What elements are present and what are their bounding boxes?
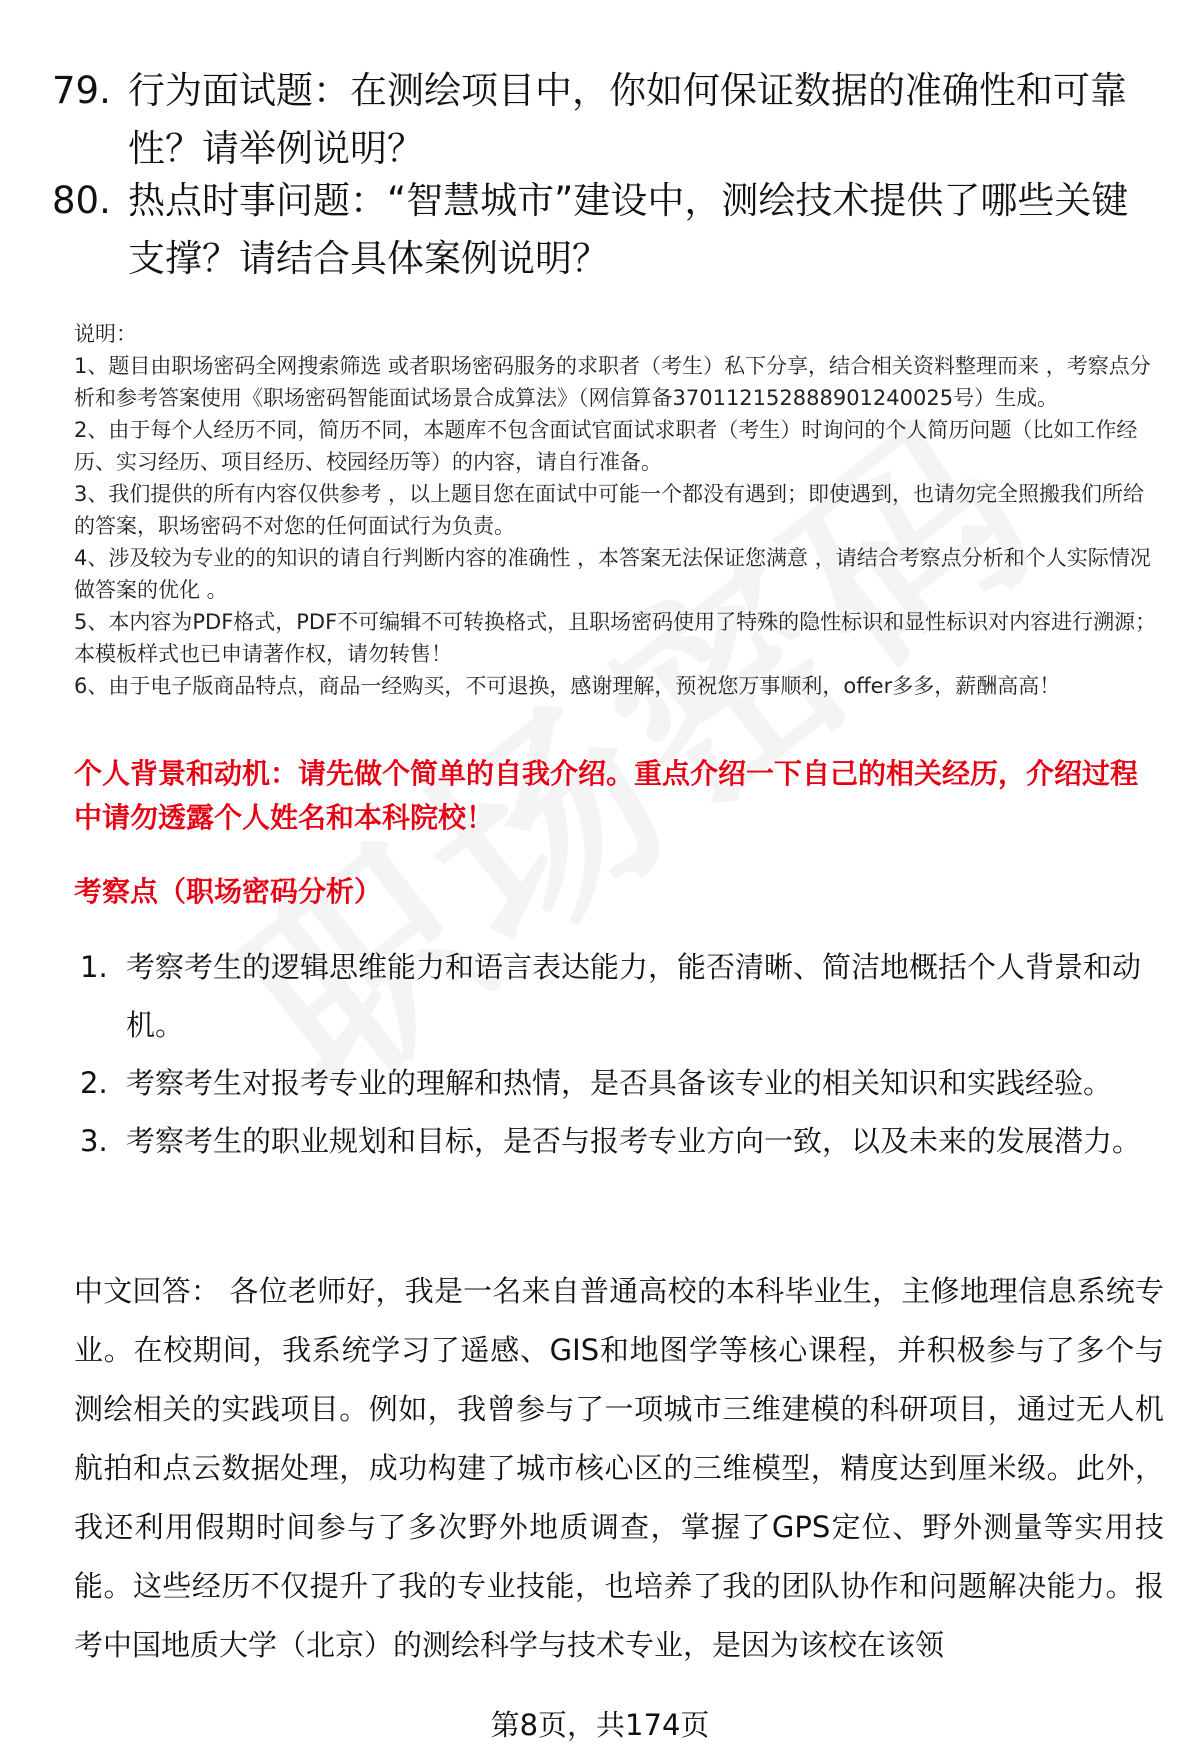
list-item-number: 3.	[80, 1124, 108, 1158]
page-footer: 第8页，共174页	[490, 1708, 710, 1742]
list-item	[80, 938, 1160, 1054]
note-item: 3、我们提供的所有内容仅供参考 ，以上题目您在面试中可能一个都没有遇到；即使遇到，也请勿完全照搬我们所给的答案，职场密码不对您的任何面试行为负责。	[74, 482, 1145, 538]
question-number: 79.	[52, 69, 111, 112]
question-number: 80.	[52, 179, 111, 222]
list-item	[80, 1054, 1160, 1112]
note-item: 4、涉及较为专业的的知识的请自行判断内容的准确性 ，本答案无法保证您满意 ，请结合考察点分析和个人实际情况做答案的优化 。	[74, 546, 1151, 602]
section-title: 个人背景和动机：请先做个简单的自我介绍。重点介绍一下自己的相关经历，介绍过程中请勿透露个人姓名和本科院校！	[74, 757, 1139, 834]
disclaimer-notes	[74, 318, 1164, 702]
note-item: 5、本内容为PDF格式，PDF不可编辑不可转换格式，且职场密码使用了特殊的隐性标识和显性标识对内容进行溯源；本模板样式也已申请著作权，请勿转售！	[74, 610, 1157, 666]
list-item-number: 2.	[80, 1066, 108, 1100]
answer-paragraph: 中文回答： 各位老师好，我是一名来自普通高校的本科毕业生，主修地理信息系统专业。在校期间，我系统学习了遥感、GIS和地图学等核心课程，并积极参与了多个与测绘相关的实践项目。例如，我曾参与了一项城市三维建模的科研项目，通过无人机航拍和点云数据处理，成功构建了城市核心区的三维模型，精度达到厘米级。此外，我还利用假期时间参与了多次野外地质调查，掌握了GPS定位、野外测量等实用技能。这些经历不仅提升了我的专业技能，也培养了我的团队协作和问题解决能力。报考中国地质大学（北京）的测绘科学与技术专业，是因为该校在该领	[74, 1274, 1164, 1662]
question-text: 行为面试题：在测绘项目中，你如何保证数据的准确性和可靠性？请举例说明？	[128, 69, 1127, 170]
list-item-number: 1.	[80, 950, 108, 984]
notes-heading: 说明：	[74, 322, 137, 346]
analysis-points-list	[80, 938, 1160, 1170]
list-item	[80, 1112, 1160, 1170]
note-item: 6、由于电子版商品特点，商品一经购买，不可退换，感谢理解，预祝您万事顺利，offer多多，薪酬高高！	[74, 674, 1061, 698]
note-item: 2、由于每个人经历不同，简历不同，本题库不包含面试官面试求职者（考生）时询问的个人简历问题（比如工作经历、实习经历、项目经历、校园经历等）的内容，请自行准备。	[74, 418, 1138, 474]
list-item-text: 考察考生对报考专业的理解和热情，是否具备该专业的相关知识和实践经验。	[126, 1066, 1113, 1100]
list-item-text: 考察考生的逻辑思维能力和语言表达能力，能否清晰、简洁地概括个人背景和动机。	[126, 950, 1142, 1042]
list-item-text: 考察考生的职业规划和目标，是否与报考专业方向一致，以及未来的发展潜力。	[126, 1124, 1142, 1158]
question-79	[52, 62, 1152, 178]
question-text: 热点时事问题：“智慧城市”建设中，测绘技术提供了哪些关键支撑？请结合具体案例说明？	[128, 179, 1129, 280]
analysis-title: 考察点（职场密码分析）	[74, 875, 383, 908]
note-item: 1、题目由职场密码全网搜索筛选 或者职场密码服务的求职者（考生）私下分享，结合相关资料整理而来 ，考察点分析和参考答案使用《职场密码智能面试场景合成算法》（网信算备370112152888901240025号）生成。	[74, 354, 1151, 410]
question-80	[52, 172, 1152, 288]
